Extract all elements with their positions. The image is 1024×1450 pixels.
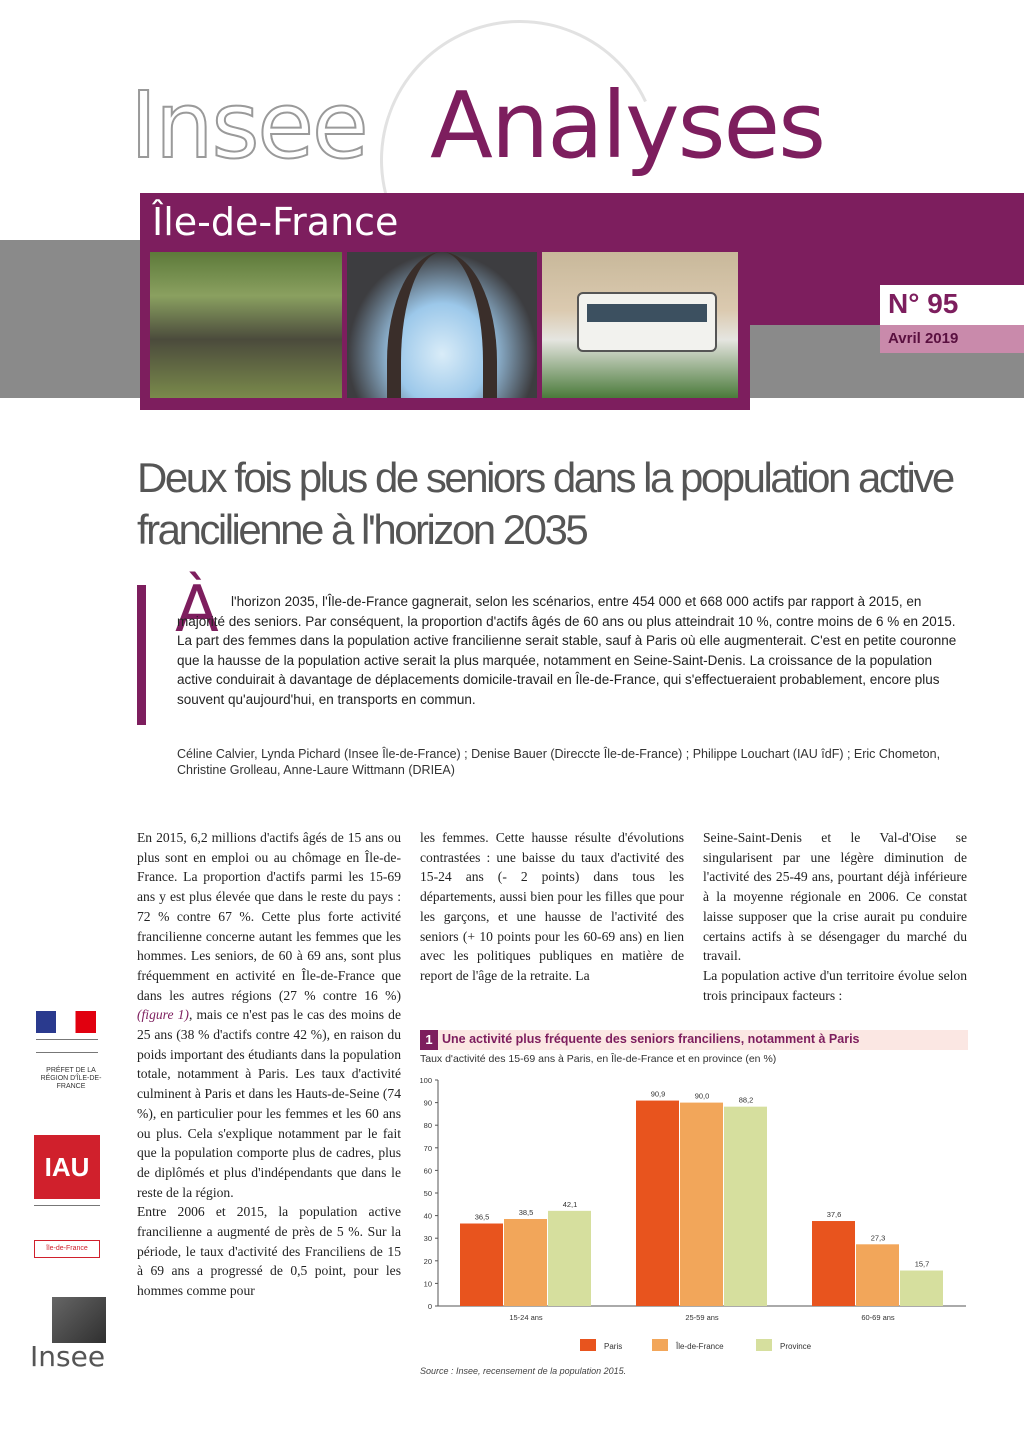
y-tick-label: 30 [423,1234,432,1244]
data-label: 36,5 [474,1212,490,1222]
iau-tag: île-de-France [34,1240,100,1258]
bar [900,1271,943,1306]
iau-logo: IAU [34,1135,100,1199]
figure-reference-link[interactable]: (figure 1) [137,1007,189,1023]
authors: Céline Calvier, Lynda Pichard (Insee Île-de-France) ; Denise Bauer (Direccte Île-de-France) ; Philippe Louchart (IAU îdF) ; Eric Chometon, Christine Grolleau, Anne-Laure Wittmann (DRIEA) [177,747,941,777]
data-label: 90,9 [650,1089,666,1099]
paragraph: La population active d'un territoire évolue selon trois principaux facteurs : [703,967,967,1003]
body-column-3 [703,828,967,1005]
category-label: 60-69 ans [861,1313,895,1322]
data-label: 42,1 [562,1199,578,1209]
legend-label: Île-de-France [676,1342,724,1351]
paragraph: Seine-Saint-Denis et le Val-d'Oise se singularisent par une légère diminution de l'activité des 25-49 ans, pourtant déjà inférieure à la moyenne régionale en 2006. Ce constat laisse supposer que la crise aurait pu conduire certains actifs à se désengager du marché du travail. [703,830,967,964]
article-title: Deux fois plus de seniors dans la population active francilienne à l'horizon 2035 [137,454,953,553]
brand-analyses: Analyses [430,72,825,179]
legend-swatch [652,1339,668,1351]
legend-label: Paris [604,1342,623,1351]
bar-chart [410,1066,970,1366]
y-tick-label: 10 [423,1279,432,1289]
figure-number: 1 [420,1030,438,1050]
legend-label: Province [780,1342,812,1351]
paragraph: les femmes. Cette hausse résulte d'évolutions contrastées : une baisse du taux d'activité des 15-24 ans (- 2 points) dans tous les départements, aussi bien pour les filles que pour les garçons, et une hausse de l'activité des seniors (+ 10 points pour les 60-69 ans) en lien avec les politiques publiques en matière de report de l'âge de la retraite. La [420,830,684,983]
body-column-2 [420,828,684,986]
y-tick-label: 100 [419,1076,432,1085]
bar [680,1103,723,1306]
logo-divider [36,1039,98,1053]
bar [548,1211,591,1306]
figure-source: Source : Insee, recensement de la population 2015. [420,1366,627,1376]
iau-divider [34,1205,100,1233]
data-label: 90,0 [694,1091,710,1101]
data-label: 15,7 [914,1259,930,1269]
tram-shape [577,292,717,352]
region-name: Île-de-France [152,200,399,244]
y-tick-label: 40 [423,1211,432,1221]
bar [460,1224,503,1306]
data-label: 27,3 [870,1233,886,1243]
prefet-logo [28,1003,110,1103]
y-tick-label: 90 [423,1098,432,1108]
bar [856,1244,899,1306]
y-tick-label: 50 [423,1189,432,1198]
y-tick-label: 0 [427,1302,432,1311]
insee-logo-word: Insee [30,1340,106,1373]
body-column-1 [137,828,401,1301]
issue-date: Avril 2019 [888,330,959,347]
category-label: 15-24 ans [509,1313,543,1322]
bar [636,1101,679,1306]
paragraph: Entre 2006 et 2015, la population active francilienne a augmenté de près de 5 %. Sur la période, le taux d'activité des Franciliens de 15 à 69 ans a progressé de 0,5 point, pour les hommes comme pour [137,1204,401,1299]
figure-subtitle: Taux d'activité des 15-69 ans à Paris, en Île-de-France et en province (en %) [420,1053,777,1065]
body-text: En 2015, 6,2 millions d'actifs âgés de 15 ans ou plus sont en emploi ou au chômage en Île-de-France. La proportion d'actifs parmi les 15-69 ans y est plus élevée que dans le reste du pays : 72 % contre 67 %. Cette plus forte activité francilienne concerne autant les femmes que les hommes. Les seniors, de 60 à 69 ans, sont plus fréquemment en activité en Île-de-France que dans les autres régions (27 % contre 16 %) [137,830,401,1003]
data-label: 38,5 [518,1207,534,1217]
eiffel-tower-photo [347,252,537,398]
tower-shape [387,252,497,398]
tramway-photo [542,252,738,398]
abstract-bar [137,585,146,725]
figure-title: Une activité plus fréquente des seniors franciliens, notamment à Paris [442,1032,860,1046]
prefet-label: PRÉFET DE LA RÉGION D'ÎLE-DE-FRANCE [40,1067,102,1090]
y-tick-label: 70 [423,1143,432,1153]
bar [504,1219,547,1306]
marianne-flag-icon [36,1011,96,1033]
bar [812,1221,855,1306]
drop-cap: À [175,573,219,647]
body-text: , mais ce n'est pas le cas des moins de 25 ans (38 % d'actifs contre 42 %), en raison du poids important des étudiants dans la population totale, notamment à Paris. Les taux d'activité culminent à Paris et dans les Hauts-de-Seine (74 %), en particulier pour les femmes et les 60 ans ou plus. Cela s'explique notamment par le fait que la population comporte plus de cadres, plus de diplômés et plus d'indépendants que dans le reste de la région. [137,1007,402,1200]
legend-swatch [756,1339,772,1351]
issue-number: N° 95 [888,288,959,319]
y-tick-label: 60 [423,1166,432,1176]
y-tick-label: 20 [423,1256,432,1266]
paragraph [137,828,401,1202]
market-photo [150,252,342,398]
brand-insee: Insee [130,72,367,179]
bar [724,1107,767,1306]
abstract: l'horizon 2035, l'Île-de-France gagnerait, selon les scénarios, entre 454 000 et 668 000 actifs par rapport à 2015, en majorité des seniors. Par conséquent, la proportion d'actifs âgés de 60 ans ou plus atteindrait 10 %, contre moins de 6 % en 2015. La part des femmes dans la population active francilienne serait stable, sauf à Paris où elle augmenterait. C'est en petite couronne que la hausse de la population active serait la plus marquée, notamment en Seine-Saint-Denis. La croissance de la population active conduirait à davantage de déplacements domicile-travail en Île-de-France, qui s'effectueraient probablement, encore plus souvent qu'aujourd'hui, en transports en commun. [177,594,957,707]
legend-swatch [580,1339,596,1351]
category-label: 25-59 ans [685,1313,719,1322]
data-label: 37,6 [826,1210,842,1220]
insee-logo-icon [52,1297,106,1343]
y-tick-label: 80 [423,1121,432,1131]
data-label: 88,2 [738,1095,754,1105]
